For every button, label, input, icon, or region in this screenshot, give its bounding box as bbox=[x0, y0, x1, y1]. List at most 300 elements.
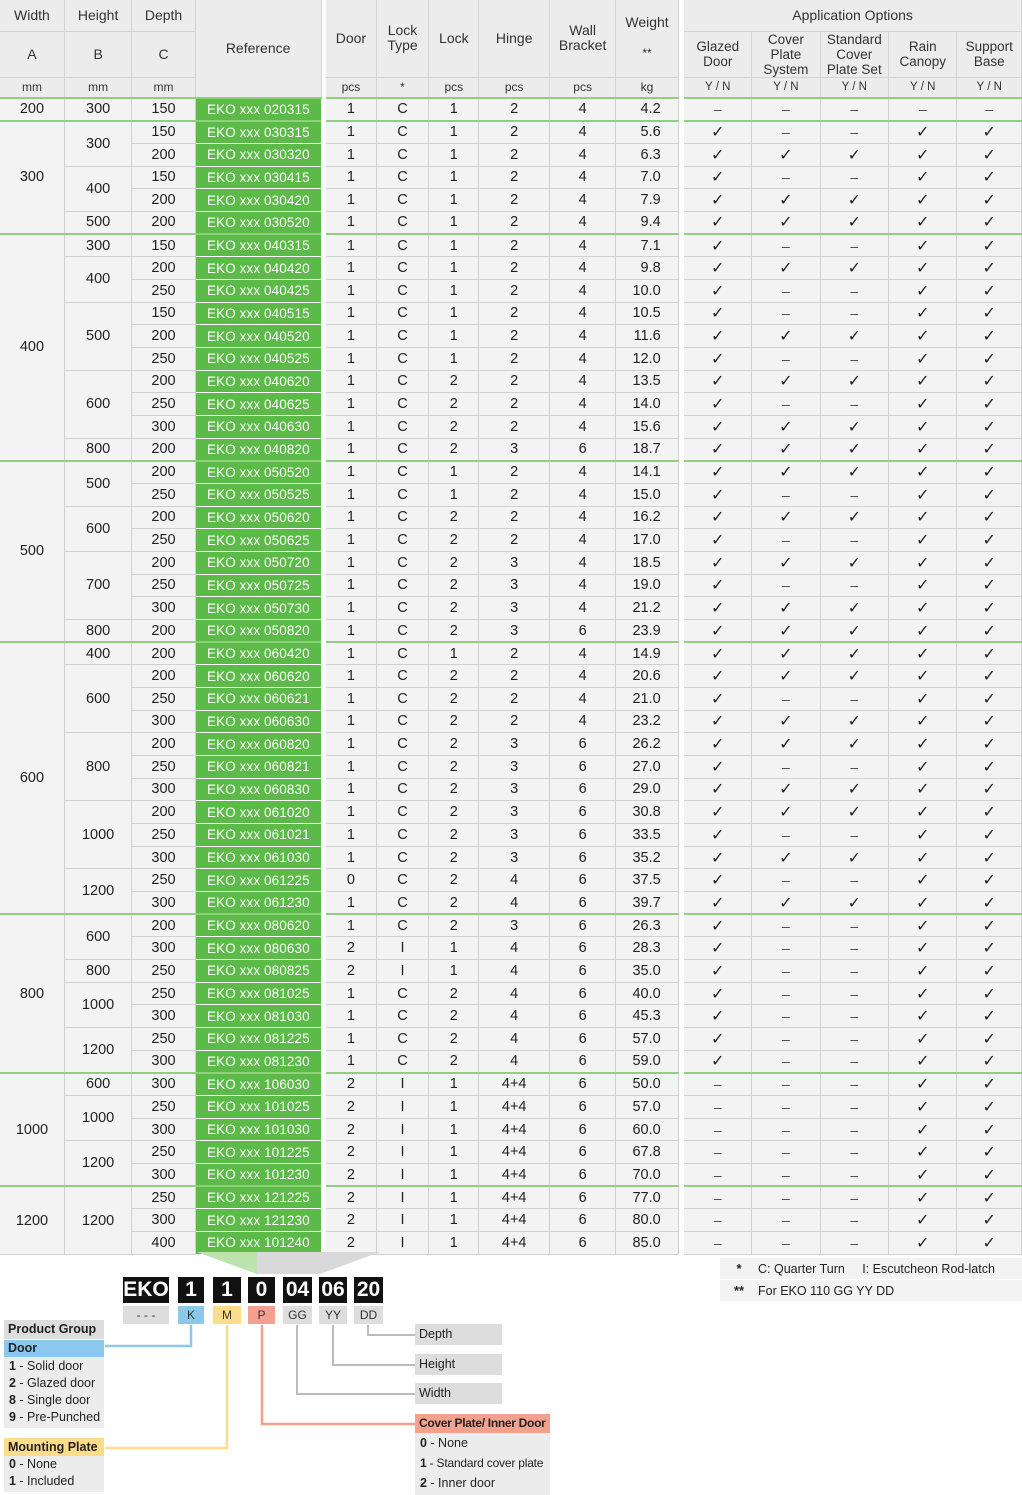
lock-type-header: Lock Type bbox=[376, 0, 428, 77]
cover-plate-system-cell: – bbox=[752, 347, 820, 370]
reference-cell: EKO xxx 060420 bbox=[195, 642, 321, 665]
standard-cover-plate-set-cell: ✓ bbox=[820, 211, 888, 234]
hinge-cell: 4 bbox=[479, 1028, 549, 1051]
width-header: Width bbox=[0, 0, 64, 31]
support-base-cell: ✓ bbox=[957, 755, 1022, 778]
footnote-weight: ** For EKO 110 GG YY DD bbox=[720, 1280, 1022, 1302]
depth-cell: 300 bbox=[132, 1118, 195, 1141]
lock-type-cell: C bbox=[376, 642, 428, 665]
cover-plate-system-cell: – bbox=[752, 1186, 820, 1209]
glazed-door-cell: ✓ bbox=[684, 733, 751, 756]
glazed-door-cell: ✓ bbox=[684, 143, 751, 166]
lock-type-cell: C bbox=[376, 529, 428, 552]
weight-cell: 7.9 bbox=[616, 189, 678, 212]
cover-plate-system-cell: – bbox=[752, 574, 820, 597]
lock-cell: 2 bbox=[429, 755, 479, 778]
reference-cell: EKO xxx 061030 bbox=[195, 846, 321, 869]
lock-cell: 1 bbox=[429, 1141, 479, 1164]
depth-cell: 200 bbox=[132, 665, 195, 688]
wall-bracket-cell: 6 bbox=[549, 438, 615, 461]
hinge-cell: 2 bbox=[479, 279, 549, 302]
reference-cell: EKO xxx 040425 bbox=[195, 279, 321, 302]
lock-cell: 1 bbox=[429, 1073, 479, 1096]
cover-plate-system-cell: ✓ bbox=[752, 143, 820, 166]
wall-bracket-cell: 6 bbox=[549, 1164, 615, 1187]
height-cell: 1000 bbox=[64, 801, 131, 869]
cover-plate-system-cell: ✓ bbox=[752, 461, 820, 484]
legend-depth: Depth bbox=[415, 1324, 502, 1345]
standard-cover-plate-set-cell: – bbox=[820, 1232, 888, 1255]
wall-bracket-header: Wall Bracket bbox=[549, 0, 615, 77]
depth-cell: 300 bbox=[132, 778, 195, 801]
cover-plate-system-cell: ✓ bbox=[752, 597, 820, 620]
height-cell: 1000 bbox=[64, 982, 131, 1027]
door-cell: 1 bbox=[326, 801, 376, 824]
wall-bracket-cell: 4 bbox=[549, 166, 615, 189]
standard-cover-plate-set-cell: – bbox=[820, 234, 888, 257]
hinge-cell: 3 bbox=[479, 824, 549, 847]
door-connector-line bbox=[105, 1325, 191, 1346]
standard-cover-plate-set-cell: – bbox=[820, 1028, 888, 1051]
rain-canopy-cell: ✓ bbox=[889, 121, 957, 144]
wall-bracket-cell: 4 bbox=[549, 370, 615, 393]
glazed-door-cell: ✓ bbox=[684, 302, 751, 325]
wall-bracket-cell: 6 bbox=[549, 846, 615, 869]
depth-cell: 150 bbox=[132, 121, 195, 144]
cover-plate-system-cell: – bbox=[752, 1141, 820, 1164]
reference-cell: EKO xxx 030420 bbox=[195, 189, 321, 212]
application-options-header: Application Options bbox=[684, 0, 1021, 31]
weight-cell: 16.2 bbox=[616, 506, 678, 529]
wall-bracket-cell: 6 bbox=[549, 1232, 615, 1255]
depth-cell: 200 bbox=[132, 733, 195, 756]
glazed-door-cell: ✓ bbox=[684, 665, 751, 688]
legend-mounting-plate-box bbox=[4, 1438, 104, 1492]
door-cell: 1 bbox=[326, 325, 376, 348]
door-cell: 1 bbox=[326, 824, 376, 847]
glazed-door-cell: – bbox=[684, 1118, 751, 1141]
support-base-cell: ✓ bbox=[957, 393, 1022, 416]
hinge-cell: 2 bbox=[479, 234, 549, 257]
rain-canopy-cell: ✓ bbox=[889, 438, 957, 461]
table-row bbox=[0, 960, 1022, 983]
door-cell: 1 bbox=[326, 665, 376, 688]
hinge-cell: 3 bbox=[479, 551, 549, 574]
cover-plate-system-cell: – bbox=[752, 869, 820, 892]
weight-cell: 28.3 bbox=[616, 937, 678, 960]
table-row bbox=[0, 778, 1022, 801]
cover-plate-system-cell: – bbox=[752, 687, 820, 710]
weight-cell: 70.0 bbox=[616, 1164, 678, 1187]
rain-canopy-cell: ✓ bbox=[889, 302, 957, 325]
lock-type-cell: C bbox=[376, 415, 428, 438]
rain-canopy-cell: ✓ bbox=[889, 1209, 957, 1232]
reference-cell: EKO xxx 081030 bbox=[195, 1005, 321, 1028]
weight-cell: 60.0 bbox=[616, 1118, 678, 1141]
door-unit: pcs bbox=[326, 77, 376, 98]
hinge-cell: 2 bbox=[479, 483, 549, 506]
standard-cover-plate-set-cell: ✓ bbox=[820, 642, 888, 665]
glazed-door-cell: ✓ bbox=[684, 393, 751, 416]
lock-cell: 1 bbox=[429, 98, 479, 121]
glazed-door-cell: – bbox=[684, 1141, 751, 1164]
table-row bbox=[0, 325, 1022, 348]
hinge-cell: 3 bbox=[479, 574, 549, 597]
hinge-cell: 4 bbox=[479, 869, 549, 892]
glazed-door-header: Glazed Door bbox=[684, 31, 751, 77]
reference-cell: EKO xxx 040630 bbox=[195, 415, 321, 438]
lock-cell: 2 bbox=[429, 619, 479, 642]
hinge-cell: 2 bbox=[479, 347, 549, 370]
table-row bbox=[0, 1232, 1022, 1255]
depth-cell: 250 bbox=[132, 869, 195, 892]
rain-canopy-cell: ✓ bbox=[889, 506, 957, 529]
cover-plate-system-cell: – bbox=[752, 1005, 820, 1028]
hinge-cell: 2 bbox=[479, 506, 549, 529]
depth-cell: 250 bbox=[132, 824, 195, 847]
door-header: Door bbox=[326, 0, 376, 77]
lock-cell: 1 bbox=[429, 937, 479, 960]
glazed-door-cell: ✓ bbox=[684, 710, 751, 733]
lock-cell: 2 bbox=[429, 506, 479, 529]
reference-cell: EKO xxx 060630 bbox=[195, 710, 321, 733]
depth-header: Depth bbox=[132, 0, 195, 31]
standard-cover-plate-set-cell: – bbox=[820, 166, 888, 189]
reference-cell: EKO xxx 081225 bbox=[195, 1028, 321, 1051]
standard-cover-plate-set-cell: ✓ bbox=[820, 733, 888, 756]
rain-canopy-cell: ✓ bbox=[889, 1232, 957, 1255]
cover-plate-system-cell: ✓ bbox=[752, 370, 820, 393]
standard-cover-plate-set-cell: – bbox=[820, 982, 888, 1005]
wall-bracket-cell: 4 bbox=[549, 687, 615, 710]
cover-plate-system-header: Cover Plate System bbox=[752, 31, 820, 77]
lock-cell: 2 bbox=[429, 1050, 479, 1073]
depth-unit: mm bbox=[132, 77, 195, 98]
width-cell: 800 bbox=[0, 914, 64, 1073]
support-base-cell: ✓ bbox=[957, 733, 1022, 756]
wall-bracket-cell: 6 bbox=[549, 1073, 615, 1096]
door-cell: 1 bbox=[326, 914, 376, 937]
rain-canopy-cell: ✓ bbox=[889, 801, 957, 824]
standard-cover-plate-set-cell: ✓ bbox=[820, 506, 888, 529]
support-base-cell: ✓ bbox=[957, 597, 1022, 620]
depth-cell: 150 bbox=[132, 234, 195, 257]
table-row bbox=[0, 1073, 1022, 1096]
reference-cell: EKO xxx 050625 bbox=[195, 529, 321, 552]
table-row bbox=[0, 506, 1022, 529]
hinge-cell: 4 bbox=[479, 937, 549, 960]
wall-bracket-cell: 6 bbox=[549, 1118, 615, 1141]
table-row bbox=[0, 619, 1022, 642]
wall-bracket-cell: 6 bbox=[549, 1050, 615, 1073]
reference-cell: EKO xxx 050725 bbox=[195, 574, 321, 597]
standard-cover-plate-set-cell: – bbox=[820, 121, 888, 144]
rain-canopy-cell: ✓ bbox=[889, 483, 957, 506]
wall-bracket-cell: 4 bbox=[549, 347, 615, 370]
table-row bbox=[0, 574, 1022, 597]
hinge-cell: 3 bbox=[479, 597, 549, 620]
width-cell: 500 bbox=[0, 461, 64, 642]
weight-cell: 57.0 bbox=[616, 1096, 678, 1119]
door-cell: 2 bbox=[326, 937, 376, 960]
table-row bbox=[0, 687, 1022, 710]
lock-cell: 2 bbox=[429, 1005, 479, 1028]
standard-cover-plate-set-cell: – bbox=[820, 1209, 888, 1232]
weight-cell: 67.8 bbox=[616, 1141, 678, 1164]
lock-type-cell: C bbox=[376, 461, 428, 484]
standard-cover-plate-set-cell: – bbox=[820, 755, 888, 778]
rain-canopy-cell: ✓ bbox=[889, 1141, 957, 1164]
table-row bbox=[0, 551, 1022, 574]
hinge-cell: 4 bbox=[479, 892, 549, 915]
glazed-door-cell: ✓ bbox=[684, 982, 751, 1005]
reference-cell: EKO xxx 060821 bbox=[195, 755, 321, 778]
hinge-cell: 4+4 bbox=[479, 1164, 549, 1187]
cover-plate-system-cell: – bbox=[752, 98, 820, 121]
glazed-door-cell: ✓ bbox=[684, 189, 751, 212]
weight-cell: 80.0 bbox=[616, 1209, 678, 1232]
lock-type-cell: I bbox=[376, 960, 428, 983]
glazed-door-cell: ✓ bbox=[684, 892, 751, 915]
reference-cell: EKO xxx 050720 bbox=[195, 551, 321, 574]
reference-cell: EKO xxx 050820 bbox=[195, 619, 321, 642]
height-cell: 1200 bbox=[64, 869, 131, 914]
weight-cell: 18.7 bbox=[616, 438, 678, 461]
cover-plate-system-cell: ✓ bbox=[752, 415, 820, 438]
lock-type-cell: C bbox=[376, 1005, 428, 1028]
support-base-cell: ✓ bbox=[957, 619, 1022, 642]
rain-canopy-cell: ✓ bbox=[889, 1118, 957, 1141]
height-cell: 700 bbox=[64, 551, 131, 619]
table-row bbox=[0, 529, 1022, 552]
cover-plate-system-cell: – bbox=[752, 1096, 820, 1119]
rain-canopy-cell: ✓ bbox=[889, 982, 957, 1005]
support-base-cell: ✓ bbox=[957, 551, 1022, 574]
glazed-door-cell: ✓ bbox=[684, 846, 751, 869]
height-cell: 800 bbox=[64, 438, 131, 461]
wall-bracket-cell: 6 bbox=[549, 755, 615, 778]
door-cell: 1 bbox=[326, 189, 376, 212]
cover-plate-system-cell: – bbox=[752, 1050, 820, 1073]
standard-cover-plate-set-cell: – bbox=[820, 98, 888, 121]
lock-cell: 2 bbox=[429, 415, 479, 438]
lock-type-cell: C bbox=[376, 189, 428, 212]
standard-cover-plate-set-unit: Y / N bbox=[820, 77, 888, 98]
lock-type-cell: I bbox=[376, 1209, 428, 1232]
table-row bbox=[0, 166, 1022, 189]
wall-bracket-cell: 4 bbox=[549, 279, 615, 302]
cover-plate-system-cell: ✓ bbox=[752, 846, 820, 869]
depth-cell: 150 bbox=[132, 98, 195, 121]
hinge-cell: 3 bbox=[479, 733, 549, 756]
hinge-cell: 2 bbox=[479, 189, 549, 212]
door-cell: 2 bbox=[326, 1118, 376, 1141]
standard-cover-plate-set-cell: ✓ bbox=[820, 143, 888, 166]
lock-cell: 2 bbox=[429, 393, 479, 416]
hinge-cell: 2 bbox=[479, 529, 549, 552]
door-cell: 1 bbox=[326, 642, 376, 665]
support-base-cell: ✓ bbox=[957, 461, 1022, 484]
wall-bracket-cell: 4 bbox=[549, 211, 615, 234]
support-base-unit: Y / N bbox=[957, 77, 1022, 98]
reference-cell: EKO xxx 040525 bbox=[195, 347, 321, 370]
weight-cell: 14.0 bbox=[616, 393, 678, 416]
depth-cell: 250 bbox=[132, 1186, 195, 1209]
glazed-door-cell: ✓ bbox=[684, 1005, 751, 1028]
height-cell: 600 bbox=[64, 370, 131, 438]
rain-canopy-cell: ✓ bbox=[889, 143, 957, 166]
cover-plate-connector-line bbox=[262, 1325, 415, 1424]
wall-bracket-cell: 6 bbox=[549, 1209, 615, 1232]
door-cell: 1 bbox=[326, 98, 376, 121]
rain-canopy-cell: ✓ bbox=[889, 937, 957, 960]
weight-cell: 17.0 bbox=[616, 529, 678, 552]
lock-type-cell: C bbox=[376, 801, 428, 824]
depth-cell: 300 bbox=[132, 937, 195, 960]
depth-cell: 200 bbox=[132, 370, 195, 393]
standard-cover-plate-set-cell: ✓ bbox=[820, 189, 888, 212]
wall-bracket-cell: 6 bbox=[549, 937, 615, 960]
door-cell: 1 bbox=[326, 415, 376, 438]
lock-type-cell: C bbox=[376, 619, 428, 642]
depth-cell: 250 bbox=[132, 1028, 195, 1051]
reference-cell: EKO xxx 060621 bbox=[195, 687, 321, 710]
support-base-cell: ✓ bbox=[957, 869, 1022, 892]
standard-cover-plate-set-cell: ✓ bbox=[820, 619, 888, 642]
table-row bbox=[0, 597, 1022, 620]
standard-cover-plate-set-cell: – bbox=[820, 1118, 888, 1141]
glazed-door-cell: ✓ bbox=[684, 234, 751, 257]
lock-cell: 1 bbox=[429, 257, 479, 280]
legend-door-item: 1 - Solid door bbox=[9, 1359, 84, 1373]
rain-canopy-cell: ✓ bbox=[889, 461, 957, 484]
table-row bbox=[0, 211, 1022, 234]
lock-cell: 1 bbox=[429, 1186, 479, 1209]
depth-cell: 200 bbox=[132, 619, 195, 642]
support-base-cell: ✓ bbox=[957, 1028, 1022, 1051]
glazed-door-cell: ✓ bbox=[684, 778, 751, 801]
table-row bbox=[0, 121, 1022, 144]
lock-type-cell: I bbox=[376, 1118, 428, 1141]
cover-plate-system-cell: – bbox=[752, 1118, 820, 1141]
standard-cover-plate-set-cell: ✓ bbox=[820, 665, 888, 688]
lock-cell: 2 bbox=[429, 982, 479, 1005]
legend-cover-plate-item: 1 - Standard cover plate bbox=[420, 1456, 544, 1470]
standard-cover-plate-set-cell: ✓ bbox=[820, 551, 888, 574]
table-row bbox=[0, 642, 1022, 665]
hinge-cell: 3 bbox=[479, 619, 549, 642]
lock-cell: 1 bbox=[429, 642, 479, 665]
weight-cell: 21.0 bbox=[616, 687, 678, 710]
lock-type-cell: C bbox=[376, 302, 428, 325]
lock-type-cell: C bbox=[376, 597, 428, 620]
weight-cell: 35.0 bbox=[616, 960, 678, 983]
glazed-door-cell: ✓ bbox=[684, 937, 751, 960]
support-base-cell: ✓ bbox=[957, 415, 1022, 438]
reference-cell: EKO xxx 030320 bbox=[195, 143, 321, 166]
glazed-door-cell: ✓ bbox=[684, 597, 751, 620]
glazed-door-cell: ✓ bbox=[684, 438, 751, 461]
lock-cell: 2 bbox=[429, 846, 479, 869]
lock-type-cell: C bbox=[376, 574, 428, 597]
standard-cover-plate-set-cell: – bbox=[820, 824, 888, 847]
glazed-door-cell: ✓ bbox=[684, 801, 751, 824]
code-part-p: 0 bbox=[248, 1277, 275, 1303]
weight-cell: 21.2 bbox=[616, 597, 678, 620]
lock-type-cell: C bbox=[376, 914, 428, 937]
rain-canopy-cell: – bbox=[889, 98, 957, 121]
weight-cell: 39.7 bbox=[616, 892, 678, 915]
weight-cell: 26.2 bbox=[616, 733, 678, 756]
footnotes bbox=[720, 1258, 1022, 1302]
support-base-cell: ✓ bbox=[957, 1186, 1022, 1209]
height-letter: B bbox=[64, 31, 131, 77]
wall-bracket-cell: 6 bbox=[549, 1141, 615, 1164]
hinge-cell: 3 bbox=[479, 438, 549, 461]
width-unit: mm bbox=[0, 77, 64, 98]
legend-door-title: Door bbox=[4, 1340, 104, 1357]
support-base-cell: ✓ bbox=[957, 506, 1022, 529]
rain-canopy-cell: ✓ bbox=[889, 1073, 957, 1096]
weight-cell: 9.8 bbox=[616, 257, 678, 280]
cover-plate-system-cell: – bbox=[752, 824, 820, 847]
width-cell: 400 bbox=[0, 234, 64, 461]
weight-cell: 13.5 bbox=[616, 370, 678, 393]
lock-type-cell: I bbox=[376, 1141, 428, 1164]
glazed-door-cell: ✓ bbox=[684, 529, 751, 552]
rain-canopy-cell: ✓ bbox=[889, 529, 957, 552]
weight-cell: 23.9 bbox=[616, 619, 678, 642]
lock-type-cell: C bbox=[376, 733, 428, 756]
standard-cover-plate-set-cell: – bbox=[820, 1164, 888, 1187]
hinge-cell: 2 bbox=[479, 211, 549, 234]
table-row bbox=[0, 846, 1022, 869]
lock-cell: 2 bbox=[429, 551, 479, 574]
lock-type-cell: C bbox=[376, 551, 428, 574]
cover-plate-system-cell: ✓ bbox=[752, 189, 820, 212]
depth-cell: 250 bbox=[132, 687, 195, 710]
standard-cover-plate-set-cell: – bbox=[820, 869, 888, 892]
height-cell: 800 bbox=[64, 960, 131, 983]
door-cell: 2 bbox=[326, 960, 376, 983]
code-part-eko: EKO bbox=[123, 1278, 169, 1301]
cover-plate-system-cell: – bbox=[752, 960, 820, 983]
door-cell: 1 bbox=[326, 257, 376, 280]
hinge-cell: 3 bbox=[479, 846, 549, 869]
weight-cell: 14.9 bbox=[616, 642, 678, 665]
reference-cell: EKO xxx 080825 bbox=[195, 960, 321, 983]
weight-cell: 15.6 bbox=[616, 415, 678, 438]
lock-unit: pcs bbox=[429, 77, 479, 98]
cover-plate-system-cell: ✓ bbox=[752, 665, 820, 688]
wall-bracket-cell: 4 bbox=[549, 393, 615, 416]
support-base-cell: ✓ bbox=[957, 257, 1022, 280]
wall-bracket-cell: 4 bbox=[549, 665, 615, 688]
weight-cell: 85.0 bbox=[616, 1232, 678, 1255]
wall-bracket-cell: 4 bbox=[549, 98, 615, 121]
lock-cell: 2 bbox=[429, 733, 479, 756]
rain-canopy-cell: ✓ bbox=[889, 733, 957, 756]
door-cell: 2 bbox=[326, 1096, 376, 1119]
reference-cell: EKO xxx 061020 bbox=[195, 801, 321, 824]
rain-canopy-cell: ✓ bbox=[889, 1050, 957, 1073]
depth-cell: 250 bbox=[132, 483, 195, 506]
glazed-door-cell: – bbox=[684, 1232, 751, 1255]
depth-cell: 150 bbox=[132, 166, 195, 189]
width-cell: 1200 bbox=[0, 1186, 64, 1254]
support-base-cell: ✓ bbox=[957, 143, 1022, 166]
lock-cell: 2 bbox=[429, 529, 479, 552]
